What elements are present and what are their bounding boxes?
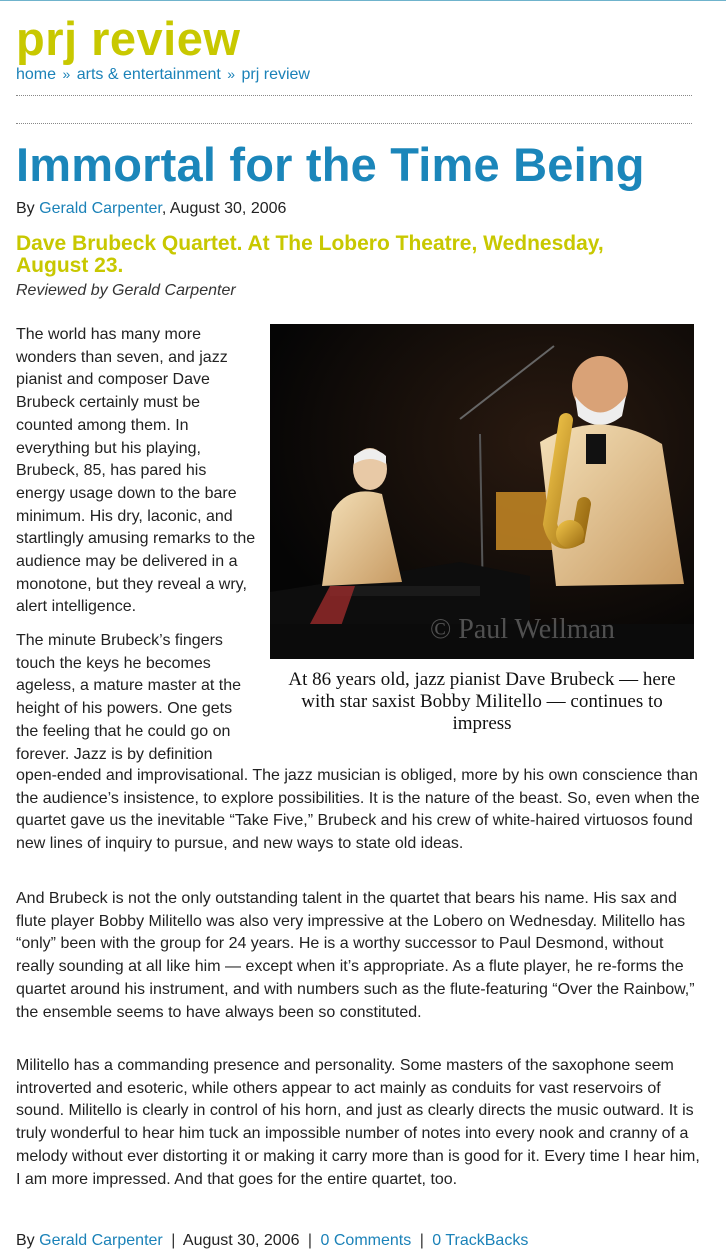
- paragraph: Militello has a commanding presence and personality. Some masters of the saxophone seem introverted and esoteric, while others appear to act mainly as conduits for vast reservoirs of sound. Militello is clearly in control of his horn, and just as clearly directs the music outward. It is truly wonderful to hear him tuck an impossible number of notes into every nook and cranny of a melody without ever distorting it or making it carry more than is good for it. Every time I hear him, I am more impressed. And that goes for the entire quartet, too.: [16, 1057, 700, 1188]
- breadcrumb: [16, 63, 710, 86]
- footer-separator: |: [171, 1232, 176, 1249]
- article-footer: [16, 1231, 528, 1251]
- concert-photo-illustration: [270, 324, 694, 659]
- byline-date: , August 30, 2006: [161, 200, 287, 217]
- reviewed-by: Reviewed by Gerald Carpenter: [16, 282, 236, 299]
- footer-separator: |: [419, 1232, 424, 1249]
- footer-separator: |: [307, 1232, 313, 1249]
- paragraph: The minute Brubeck’s fingers touch the keys he becomes ageless, a mature master at the height of his powers. One gets the feeling that he could go on forever. Jazz is by definition: [16, 632, 241, 763]
- photo-caption: At 86 years old, jazz pianist Dave Brubeck — here with star saxist Bobby Militello — continues to impress: [288, 669, 676, 734]
- article-title: Immortal for the Time Being: [16, 138, 645, 191]
- article-byline: [16, 199, 710, 219]
- breadcrumb-current-link[interactable]: prj review: [241, 66, 310, 83]
- concert-photo: [270, 324, 694, 659]
- divider: [16, 123, 692, 124]
- page: [0, 1, 726, 301]
- breadcrumb-arts-link[interactable]: arts & entertainment: [76, 66, 221, 83]
- article-figure: [270, 324, 694, 735]
- paragraph: open-ended and improvisational. The jazz musician is obliged, more by his own conscience than the audience’s insistence, to explore possibilities. It is the nature of the beast. So, even when the quartet gave us the inevitable “Take Five,” Brubeck and his crew of white-haired virtuosos found new lines of inquiry to pursue, and new ways to state old ideas.: [16, 767, 700, 853]
- article-subhead: Dave Brubeck Quartet. At The Lobero Theatre, Wednesday, August 23.: [16, 232, 604, 277]
- comments-link[interactable]: 0 Comments: [320, 1232, 412, 1249]
- byline-prefix: By: [16, 200, 40, 217]
- author-link[interactable]: Gerald Carpenter: [39, 200, 162, 217]
- breadcrumb-separator: »: [62, 66, 71, 82]
- footer-prefix: By: [16, 1232, 40, 1249]
- breadcrumb-separator: »: [227, 66, 236, 82]
- photo-watermark: © Paul Wellman: [430, 614, 615, 645]
- paragraph: And Brubeck is not the only outstanding talent in the quartet that bears his name. His sax and flute player Bobby Militello was also very impressive at the Lobero on Wednesday. Militello has “only” been with the group for 24 years. He is a worthy successor to Paul Desmond, without really sounding at all like him — except when it’s appropriate. As a flute player, he re-forms the quartet around his instrument, and with numbers such as the flute-featuring “Over the Rainbow,” the ensemble seems to have always been so constituted.: [16, 890, 695, 1021]
- paragraph: The world has many more wonders than seven, and jazz pianist and composer Dave Brubeck certainly must be counted among them. In everything but his playing, Brubeck, 85, has pared his energy usage down to the bare minimum. His dry, laconic, and startlingly amusing remarks to the audience may be delivered in a monotone, but they reveal a wry, alert intelligence.: [16, 326, 256, 616]
- footer-author-link[interactable]: Gerald Carpenter: [39, 1232, 163, 1249]
- divider: [16, 95, 692, 96]
- site-title[interactable]: prj review: [16, 12, 241, 65]
- trackbacks-link[interactable]: 0 TrackBacks: [432, 1232, 529, 1249]
- breadcrumb-home-link[interactable]: home: [16, 66, 57, 83]
- footer-date: August 30, 2006: [182, 1232, 300, 1249]
